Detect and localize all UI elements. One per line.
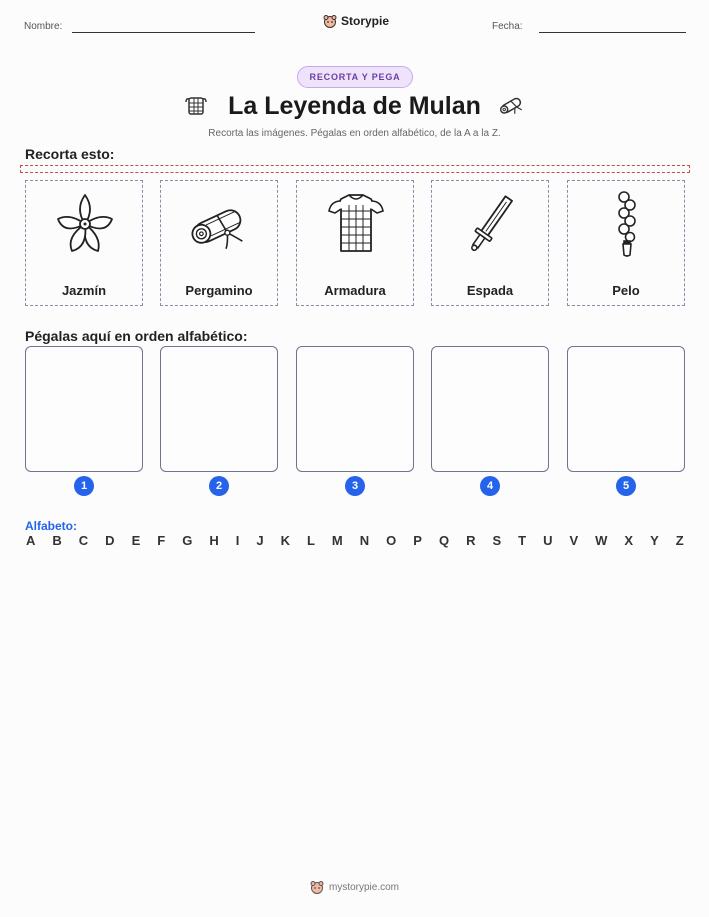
- alphabet-letter: P: [413, 533, 422, 548]
- braid-icon: [592, 189, 662, 259]
- alphabet-letter: Z: [675, 533, 684, 548]
- brand-name: Storypie: [341, 14, 390, 28]
- cutout-label: Espada: [466, 283, 514, 298]
- paste-slot[interactable]: [296, 346, 414, 472]
- brand-logo: [323, 14, 389, 28]
- storypie-mascot-icon: [323, 14, 337, 28]
- cutout-label: Pelo: [612, 283, 640, 298]
- alphabet-letter: A: [26, 533, 36, 548]
- date-label: Fecha:: [492, 21, 523, 32]
- alphabet-letter: M: [331, 533, 343, 548]
- alphabet-letter: U: [543, 533, 553, 548]
- instructions: Recorta las imágenes. Pégalas en orden alfabético, de la A a la Z.: [208, 128, 501, 139]
- alphabet-label: Alfabeto:: [25, 519, 77, 533]
- alphabet-letter: S: [492, 533, 502, 548]
- alphabet-letter: W: [595, 533, 608, 548]
- name-field[interactable]: [72, 32, 255, 33]
- alphabet-row: [26, 533, 684, 548]
- alphabet-letter: T: [518, 533, 527, 548]
- cut-line: [20, 165, 690, 173]
- alphabet-letter: K: [280, 533, 290, 548]
- alphabet-letter: X: [624, 533, 634, 548]
- cutout-card[interactable]: [296, 180, 414, 306]
- alphabet-letter: J: [256, 533, 264, 548]
- cutout-card[interactable]: [567, 180, 685, 306]
- scroll-icon: [185, 189, 255, 259]
- slot-number-badge: 3: [345, 476, 365, 496]
- footer-url[interactable]: mystorypie.com: [328, 881, 399, 893]
- scroll-icon: [498, 92, 526, 118]
- alphabet-letter: N: [359, 533, 370, 548]
- paste-slot[interactable]: [431, 346, 549, 472]
- page-title: [0, 92, 709, 121]
- slot-number-badge: 1: [74, 476, 94, 496]
- name-label: Nombre:: [24, 21, 63, 32]
- paste-slot[interactable]: [567, 346, 685, 472]
- title-text: La Leyenda de Mulan: [228, 92, 481, 120]
- alphabet-letter: G: [182, 533, 193, 548]
- armor-icon: [321, 189, 391, 259]
- paste-slot[interactable]: [25, 346, 143, 472]
- alphabet-letter: F: [157, 533, 166, 548]
- alphabet-letter: E: [131, 533, 141, 548]
- cutout-card[interactable]: [160, 180, 278, 306]
- alphabet-letter: Q: [438, 533, 450, 548]
- date-field[interactable]: [539, 32, 686, 33]
- paste-section-label: Pégalas aquí en orden alfabético:: [25, 328, 248, 344]
- alphabet-letter: H: [209, 533, 219, 548]
- activity-badge: RECORTA Y PEGA: [297, 66, 413, 88]
- cutout-label: Armadura: [324, 283, 386, 298]
- alphabet-letter: D: [105, 533, 115, 548]
- cutout-label: Jazmín: [61, 283, 107, 298]
- alphabet-letter: C: [78, 533, 89, 548]
- cut-section-label: Recorta esto:: [25, 146, 115, 162]
- cutout-card[interactable]: [25, 180, 143, 306]
- alphabet-letter: B: [52, 533, 62, 548]
- sword-icon: [456, 189, 526, 259]
- slot-number-badge: 5: [616, 476, 636, 496]
- alphabet-letter: O: [386, 533, 397, 548]
- cutout-label: Pergamino: [185, 283, 253, 298]
- armor-icon: [183, 92, 209, 118]
- paste-slot[interactable]: [160, 346, 278, 472]
- slot-number-badge: 2: [209, 476, 229, 496]
- alphabet-letter: I: [235, 533, 240, 548]
- alphabet-letter: L: [306, 533, 315, 548]
- jasmine-flower-icon: [50, 189, 120, 259]
- slot-number-badge: 4: [480, 476, 500, 496]
- alphabet-letter: R: [466, 533, 476, 548]
- alphabet-letter: V: [569, 533, 579, 548]
- footer: [0, 880, 709, 894]
- cutout-card[interactable]: [431, 180, 549, 306]
- alphabet-letter: Y: [650, 533, 659, 548]
- storypie-mascot-icon: [310, 880, 324, 894]
